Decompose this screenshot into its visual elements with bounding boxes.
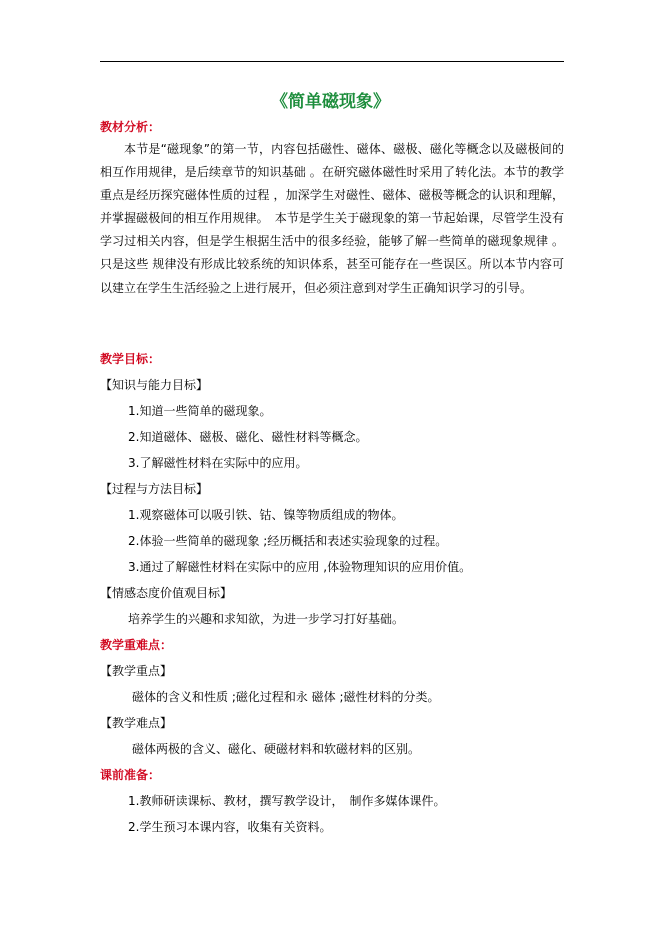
- document-title: 《简单磁现象》: [271, 92, 390, 112]
- section-heading-analysis: 教材分析：: [100, 120, 161, 134]
- goal-label-attitude: 【情感态度价值观目标】: [100, 586, 233, 600]
- goal-item: 1.知道一些简单的磁现象。: [128, 404, 272, 418]
- goal-item: 2.知道磁体、磁极、磁化、磁性材料等概念。: [128, 430, 368, 444]
- goal-item: 3.了解磁性材料在实际中的应用。: [128, 456, 308, 470]
- section-heading-prep: 课前准备：: [100, 768, 161, 782]
- focus-label: 【教学重点】: [100, 664, 173, 678]
- goal-item: 3.通过了解磁性材料在实际中的应用 ,体验物理知识的应用价值。: [128, 560, 472, 574]
- difficulty-label: 【教学难点】: [100, 716, 173, 730]
- goal-label-process: 【过程与方法目标】: [100, 482, 209, 496]
- goal-attitude-text: 培养学生的兴趣和求知欲，为进一步学习打好基础。: [128, 612, 405, 626]
- goal-label-knowledge: 【知识与能力目标】: [100, 378, 209, 392]
- section-heading-goals: 教学目标：: [100, 352, 161, 366]
- prep-item: 2.学生预习本课内容，收集有关资料。: [128, 820, 332, 834]
- focus-text: 磁体的含义和性质 ;磁化过程和永 磁体 ;磁性材料的分类。: [132, 690, 440, 704]
- analysis-paragraph: 本节是“磁现象”的第一节，内容包括磁性、磁体、磁极、磁化等概念以及磁极间的相互作用规律，是后续章节的知识基础 。在研究磁体磁性时采用了转化法。本节的教学重点是经历探究磁体性质的过程 ，加深学生对磁性、磁体、磁极等概念的认识和理解，并掌握磁极间的相互作用规律。 本节是学生关于磁现象的第一节起始课，尽管学生没有学习过相关内容，但是学生根据生活中的很多经验，能够了解一些简单的磁现象规律 。只是这些 规律没有形成比较系统的知识体系，甚至可能存在一些误区。所以本节内容可以建立在学生生活经验之上进行展开，但必须注意到对学生正确知识学习的引导。: [100, 142, 564, 295]
- header-rule: [100, 61, 564, 62]
- goal-item: 1.观察磁体可以吸引铁、钴、镍等物质组成的物体。: [128, 508, 404, 522]
- prep-item: 1.教师研读课标、教材，撰写教学设计， 制作多媒体课件。: [128, 794, 446, 808]
- section-heading-key-points: 教学重难点：: [100, 638, 173, 652]
- goal-item: 2.体验一些简单的磁现象 ;经历概括和表述实验现象的过程。: [128, 534, 448, 548]
- difficulty-text: 磁体两极的含义、磁化、硬磁材料和软磁材料的区别。: [132, 742, 421, 756]
